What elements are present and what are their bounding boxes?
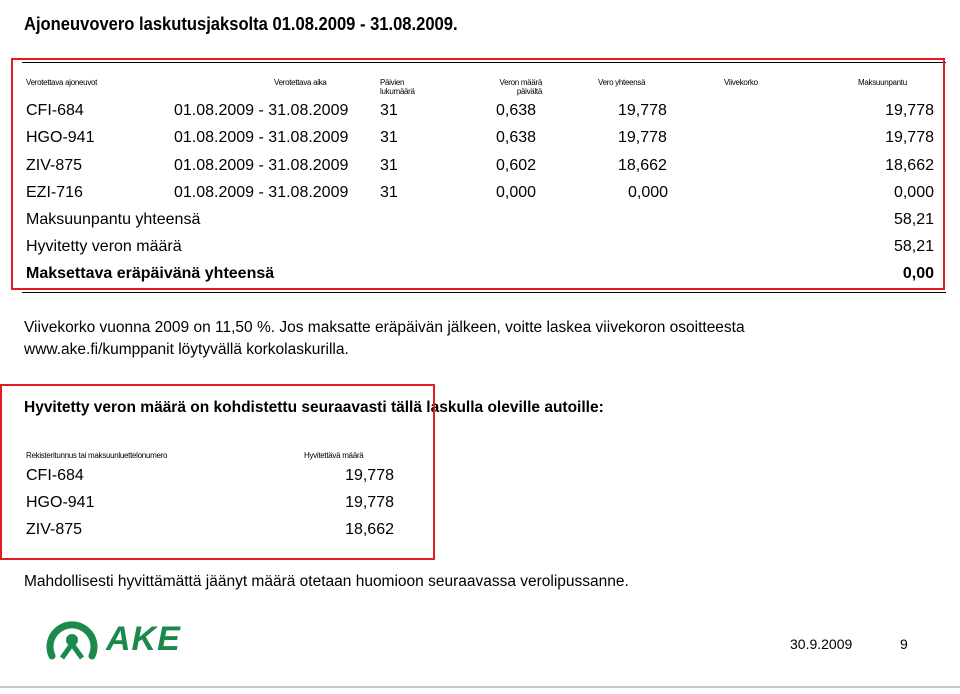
row4-reg: EZI-716: [26, 184, 83, 201]
highlight-frame-main-table: [11, 58, 945, 290]
final-total-value: 0,00: [902, 265, 934, 282]
header-vehicles: Verotettava ajoneuvot: [26, 78, 98, 87]
credit-header-amount: Hyvitettävä määrä: [304, 451, 364, 460]
row4-days: 31: [380, 184, 398, 201]
credit-heading: Hyvitetty veron määrä on kohdistettu seuraavasti tällä laskulla oleville autoille:: [24, 399, 604, 416]
row2-period: 01.08.2009 - 31.08.2009: [174, 129, 349, 146]
credit-row2-amount: 19,778: [345, 494, 394, 511]
row4-period: 01.08.2009 - 31.08.2009: [174, 184, 349, 201]
interest-note-line1: Viivekorko vuonna 2009 on 11,50 %. Jos maksatte eräpäivän jälkeen, voitte laskea viivekoron osoitteesta: [24, 319, 745, 336]
header-assessed: Maksuunpantu: [858, 78, 907, 87]
row4-assessed: 0,000: [893, 184, 934, 201]
row1-total: 19,778: [618, 102, 667, 119]
row1-days: 31: [380, 102, 398, 119]
footer-date: 30.9.2009: [790, 636, 853, 652]
row2-daily: 0,638: [496, 129, 537, 146]
credit-row2-reg: HGO-941: [26, 494, 95, 511]
row2-reg: HGO-941: [26, 129, 95, 146]
header-days: Päivien lukumäärä: [380, 78, 415, 96]
credit-header-reg: Rekisteritunnus tai maksuunluettelonumero: [26, 451, 168, 460]
credit-row1-amount: 19,778: [345, 467, 394, 484]
credit-row1-reg: CFI-684: [26, 467, 84, 484]
ake-emblem-icon: [44, 614, 100, 664]
summary-credited-label: Hyvitetty veron määrä: [26, 238, 182, 255]
summary-assessed-value: 58,21: [893, 211, 934, 228]
summary-assessed-label: Maksuunpantu yhteensä: [26, 211, 201, 228]
row4-daily: 0,000: [496, 184, 537, 201]
header-period: Verotettava aika: [274, 78, 327, 87]
header-interest: Viivekorko: [724, 78, 758, 87]
row3-days: 31: [380, 157, 398, 174]
interest-note-line2: www.ake.fi/kumppanit löytyvällä korkolaskurilla.: [24, 341, 349, 358]
row3-daily: 0,602: [496, 157, 537, 174]
summary-credited-value: 58,21: [893, 238, 934, 255]
header-daily: Veron määrä päivältä: [499, 78, 542, 96]
credit-row3-amount: 18,662: [345, 521, 394, 538]
ake-logo-text: AKE: [106, 619, 181, 658]
row3-total: 18,662: [618, 157, 667, 174]
row2-assessed: 19,778: [885, 129, 934, 146]
row1-reg: CFI-684: [26, 102, 84, 119]
row4-total: 0,000: [628, 184, 669, 201]
row1-daily: 0,638: [496, 102, 537, 119]
table-bottom-rule: [22, 292, 946, 293]
header-total: Vero yhteensä: [598, 78, 646, 87]
credit-row3-reg: ZIV-875: [26, 521, 83, 538]
page-number: 9: [900, 636, 908, 652]
row3-reg: ZIV-875: [26, 157, 83, 174]
row2-days: 31: [380, 129, 398, 146]
closing-note: Mahdollisesti hyvittämättä jäänyt määrä otetaan huomioon seuraavassa verolipussanne.: [24, 573, 629, 590]
row3-assessed: 18,662: [885, 157, 934, 174]
row1-assessed: 19,778: [885, 102, 934, 119]
highlight-frame-credit-table: [0, 384, 435, 560]
final-total-label: Maksettava eräpäivänä yhteensä: [26, 265, 275, 282]
ake-logo: [44, 614, 181, 664]
row2-total: 19,778: [618, 129, 667, 146]
row1-period: 01.08.2009 - 31.08.2009: [174, 102, 349, 119]
footer-rule: [0, 686, 960, 688]
page-title: Ajoneuvovero laskutusjaksolta 01.08.2009 - 31.08.2009.: [24, 14, 458, 34]
row3-period: 01.08.2009 - 31.08.2009: [174, 157, 349, 174]
